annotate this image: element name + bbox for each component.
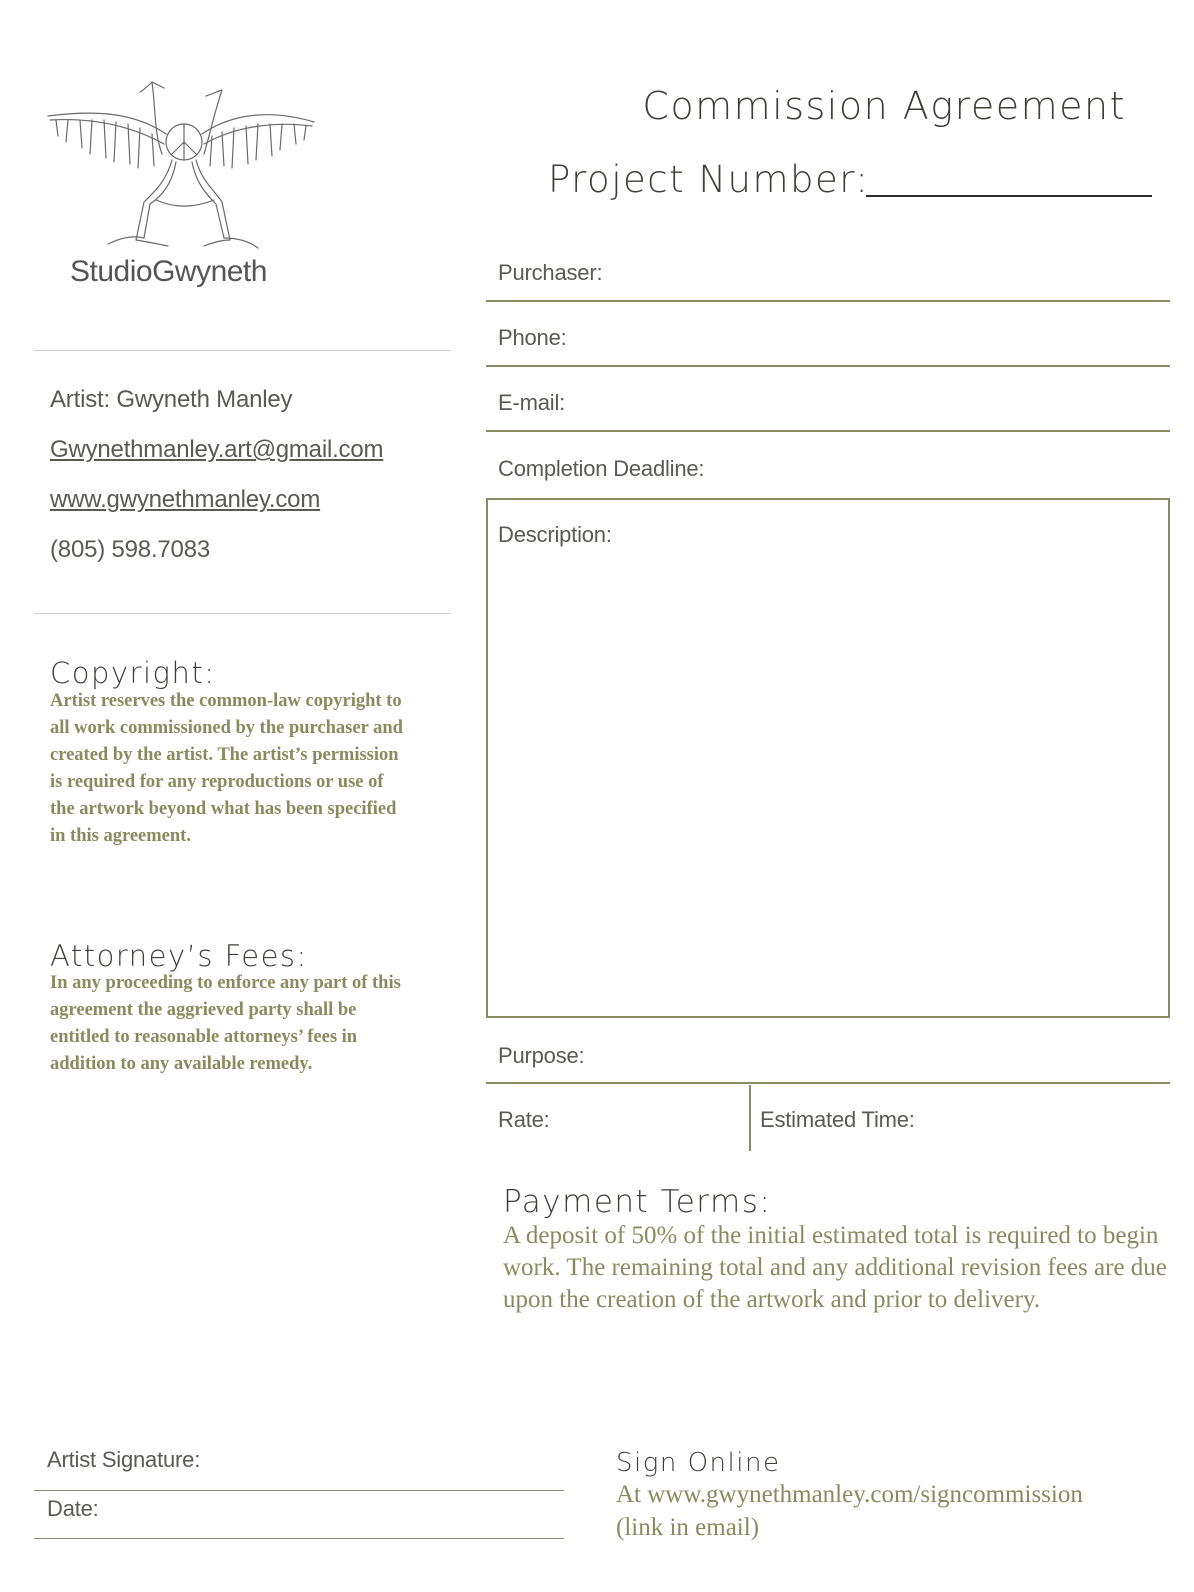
attorney-fees-text: In any proceeding to enforce any part of this agreement the aggrieved party shall be entitled to reasonable attorneys’ fees in addition to any available remedy. [50, 973, 401, 1074]
artist-signature-label: Artist Signature: [47, 1447, 201, 1472]
purchaser-label: Purchaser: [498, 260, 603, 285]
sign-online-heading: Sign Online [616, 1448, 781, 1478]
purpose-field[interactable] [486, 1082, 1170, 1084]
project-number-label: Project Number: [548, 158, 870, 201]
artist-name: Artist: Gwyneth Manley [50, 386, 293, 413]
rate-divider [749, 1085, 751, 1151]
rate-label: Rate: [498, 1107, 550, 1132]
sign-online-text[interactable]: At www.gwynethmanley.com/signcommission (link in email) [616, 1481, 1083, 1541]
estimated-time-label: Estimated Time: [760, 1107, 915, 1132]
completion-deadline-label: Completion Deadline: [498, 456, 705, 481]
copyright-text: Artist reserves the common-law copyright to all work commissioned by the purchaser and created by the artist. The artist’s permission is required for any reproductions or use of the artwork beyond what has been specified in this agreement. [50, 691, 403, 846]
phone-label: Phone: [498, 325, 567, 350]
purchaser-field[interactable] [486, 300, 1170, 302]
divider [34, 613, 451, 614]
description-label: Description: [498, 522, 612, 547]
brand-name: StudioGwyneth [70, 255, 267, 288]
project-number-line[interactable] [866, 195, 1152, 197]
date-field[interactable] [34, 1538, 564, 1539]
purpose-label: Purpose: [498, 1043, 585, 1068]
copyright-heading: Copyright: [50, 656, 216, 690]
divider [34, 350, 451, 351]
email-label: E-mail: [498, 390, 566, 415]
winged-figure-logo [44, 72, 319, 252]
phone-field[interactable] [486, 365, 1170, 367]
date-label: Date: [47, 1496, 99, 1521]
description-field[interactable] [486, 498, 1170, 1018]
artist-phone: (805) 598.7083 [50, 536, 210, 563]
artist-email-link[interactable]: Gwynethmanley.art@gmail.com [50, 436, 384, 463]
payment-terms-text: A deposit of 50% of the initial estimated total is required to begin work. The remaining total and any additional revision fees are due upon the creation of the artwork and prior to delivery. [503, 1222, 1167, 1313]
attorney-fees-heading: Attorney’s Fees: [50, 939, 308, 973]
email-field[interactable] [486, 430, 1170, 432]
artist-signature-field[interactable] [34, 1490, 564, 1491]
artist-website-link[interactable]: www.gwynethmanley.com [50, 486, 321, 513]
page-title: Commission Agreement [642, 84, 1126, 128]
payment-terms-heading: Payment Terms: [503, 1184, 772, 1220]
